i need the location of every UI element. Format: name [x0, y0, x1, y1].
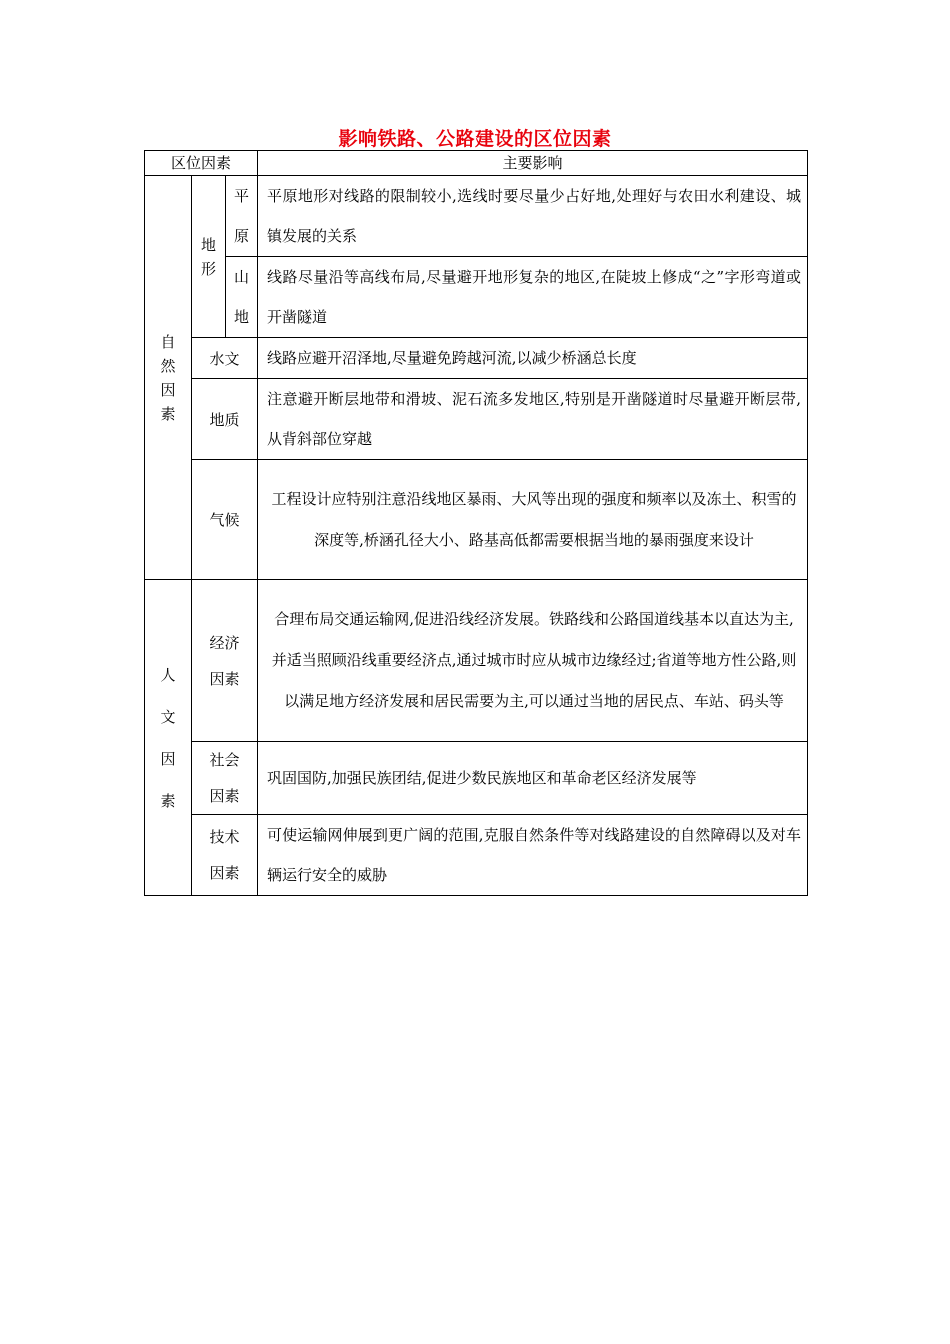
table-row [145, 176, 808, 257]
terrain-label: 地 形 [192, 176, 226, 338]
climate-impact: 工程设计应特别注意沿线地区暴雨、大风等出现的强度和频率以及冻土、积雪的深度等,桥涵孔径大小、路基高低都需要根据当地的暴雨强度来设计 [258, 460, 808, 580]
factors-table [144, 150, 808, 896]
geology-impact: 注意避开断层地带和滑坡、泥石流多发地区,特别是开凿隧道时尽量避开断层带,从背斜部位穿越 [258, 379, 808, 460]
human-factors-label: 人 文 因 素 [145, 580, 192, 896]
climate-label: 气候 [192, 460, 258, 580]
technical-label: 技术 因素 [192, 815, 258, 896]
mountain-label: 山 地 [226, 257, 258, 338]
header-factor: 区位因素 [145, 151, 258, 176]
technical-impact: 可使运输网伸展到更广阔的范围,克服自然条件等对线路建设的自然障碍以及对车辆运行安全的威胁 [258, 815, 808, 896]
hydrology-impact: 线路应避开沼泽地,尽量避免跨越河流,以减少桥涵总长度 [258, 338, 808, 379]
page-title: 影响铁路、公路建设的区位因素 [338, 128, 612, 150]
hydrology-label: 水文 [192, 338, 258, 379]
social-label: 社会 因素 [192, 742, 258, 815]
plain-label: 平 原 [226, 176, 258, 257]
economic-label: 经济 因素 [192, 580, 258, 742]
table-row [145, 338, 808, 379]
table-row [145, 742, 808, 815]
mountain-impact: 线路尽量沿等高线布局,尽量避开地形复杂的地区,在陡坡上修成“之”字形弯道或开凿隧道 [258, 257, 808, 338]
table-row [145, 257, 808, 338]
header-impact: 主要影响 [258, 151, 808, 176]
geology-label: 地质 [192, 379, 258, 460]
table-row [145, 580, 808, 742]
table-row [145, 379, 808, 460]
table-row [145, 460, 808, 580]
plain-impact: 平原地形对线路的限制较小,选线时要尽量少占好地,处理好与农田水利建设、城镇发展的关系 [258, 176, 808, 257]
social-impact: 巩固国防,加强民族团结,促进少数民族地区和革命老区经济发展等 [258, 742, 808, 815]
table-row [145, 815, 808, 896]
natural-factors-label: 自 然 因 素 [145, 176, 192, 580]
table-header-row [145, 151, 808, 176]
economic-impact: 合理布局交通运输网,促进沿线经济发展。铁路线和公路国道线基本以直达为主,并适当照顾沿线重要经济点,通过城市时应从城市边缘经过;省道等地方性公路,则以满足地方经济发展和居民需要为主,可以通过当地的居民点、车站、码头等 [258, 580, 808, 742]
